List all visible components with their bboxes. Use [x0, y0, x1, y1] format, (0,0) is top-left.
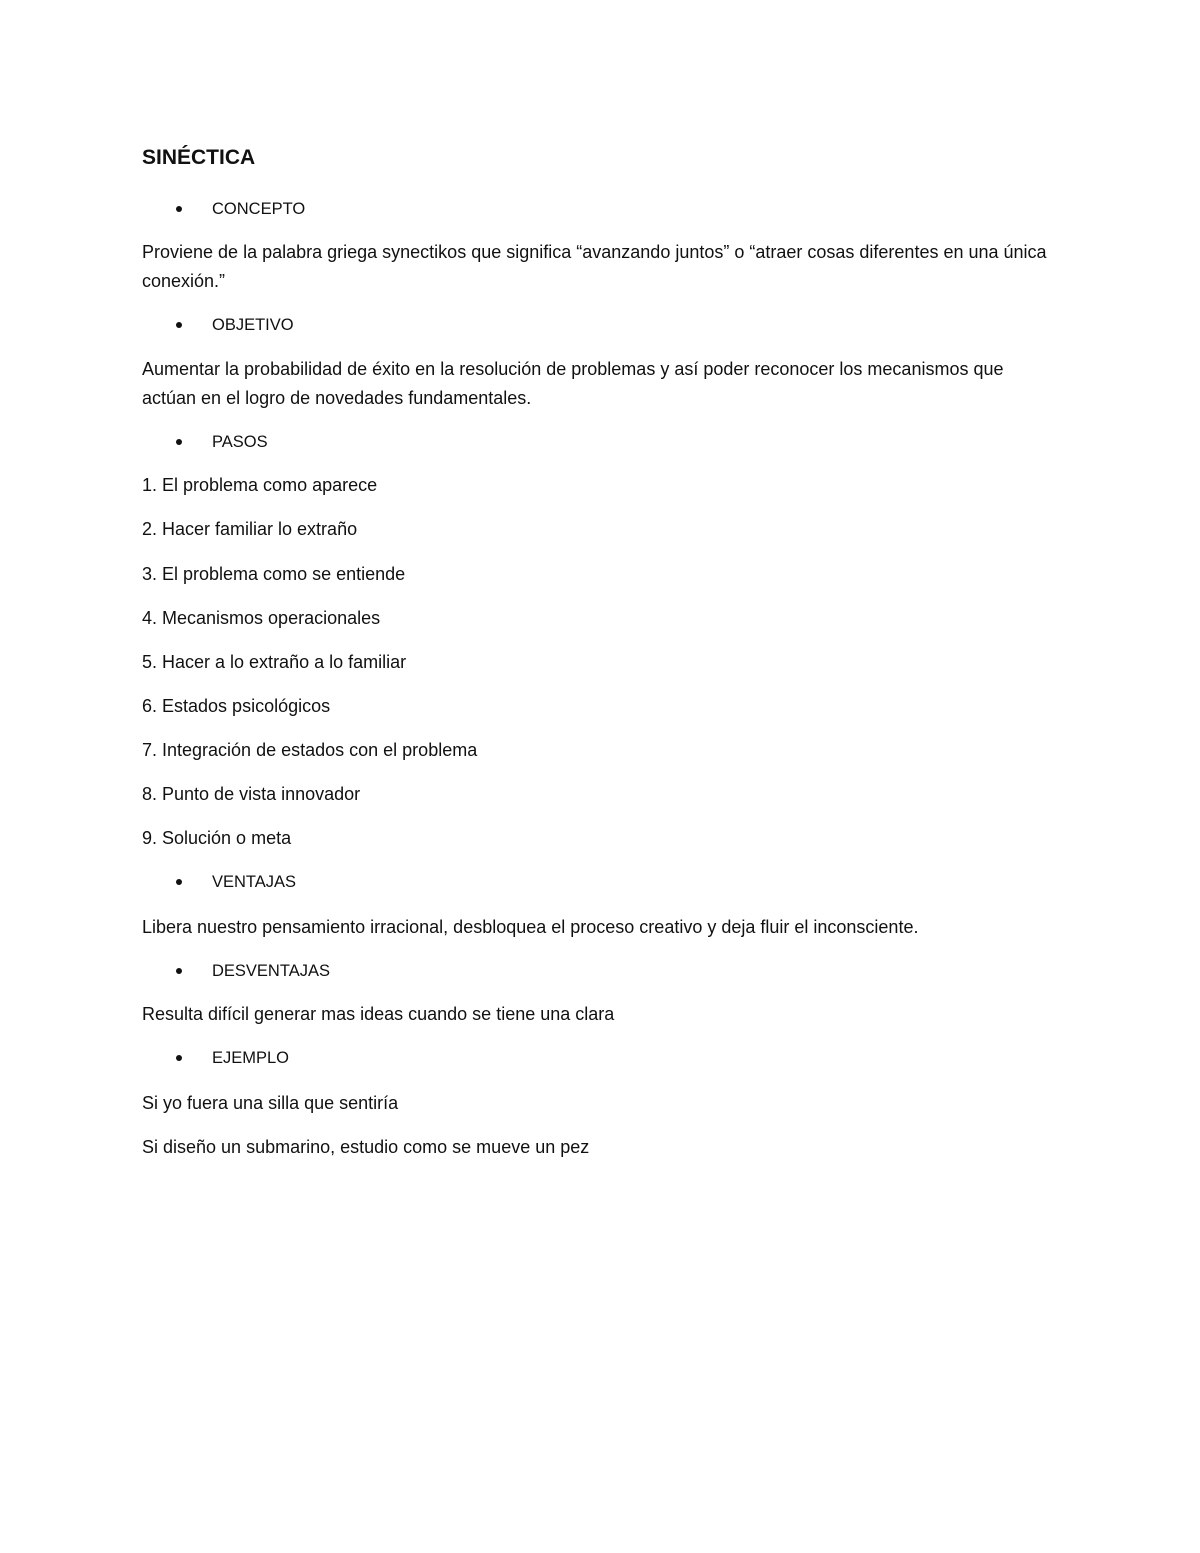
step-item: 9. Solución o meta — [142, 828, 292, 848]
ejemplo-line: Si yo fuera una silla que sentiría — [142, 1093, 399, 1113]
step-item: 4. Mecanismos operacionales — [142, 608, 381, 628]
section-heading-label: PASOS — [212, 433, 268, 451]
objetivo-paragraph: Aumentar la probabilidad de éxito en la resolución de problemas y así poder reconocer los mecanismos que actúan en el logro de novedades fundamentales. — [142, 359, 1004, 408]
step-item: 3. El problema como se entiende — [142, 564, 406, 584]
bullet-icon — [176, 322, 182, 328]
section-heading-label: CONCEPTO — [212, 200, 306, 218]
section-heading-label: OBJETIVO — [212, 316, 294, 334]
step-item: 1. El problema como aparece — [142, 475, 378, 495]
section-heading-label: DESVENTAJAS — [212, 962, 330, 980]
bullet-icon — [176, 879, 182, 885]
desventajas-paragraph: Resulta difícil generar mas ideas cuando se tiene una clara — [142, 1004, 615, 1024]
section-heading-desventajas — [142, 958, 330, 984]
section-heading-label: EJEMPLO — [212, 1049, 290, 1067]
bullet-icon — [176, 968, 182, 974]
section-heading-concepto — [142, 196, 305, 222]
bullet-icon — [176, 206, 182, 212]
bullet-icon — [176, 439, 182, 445]
ejemplo-line: Si diseño un submarino, estudio como se mueve un pez — [142, 1137, 590, 1157]
section-heading-objetivo — [142, 312, 294, 338]
step-item: 6. Estados psicológicos — [142, 696, 331, 716]
section-heading-ejemplo — [142, 1045, 289, 1071]
step-item: 5. Hacer a lo extraño a lo familiar — [142, 652, 407, 672]
section-heading-pasos — [142, 429, 268, 455]
bullet-icon — [176, 1055, 182, 1061]
document-title: SINÉCTICA — [142, 146, 256, 169]
step-item: 7. Integración de estados con el problema — [142, 740, 478, 760]
step-item: 8. Punto de vista innovador — [142, 784, 361, 804]
section-heading-ventajas — [142, 869, 296, 895]
section-heading-label: VENTAJAS — [212, 873, 297, 891]
ventajas-paragraph: Libera nuestro pensamiento irracional, desbloquea el proceso creativo y deja fluir el inconsciente. — [142, 917, 919, 937]
concepto-paragraph: Proviene de la palabra griega synectikos que significa “avanzando juntos” o “atraer cosas diferentes en una única conexión.” — [142, 242, 1047, 291]
step-item: 2. Hacer familiar lo extraño — [142, 519, 358, 539]
